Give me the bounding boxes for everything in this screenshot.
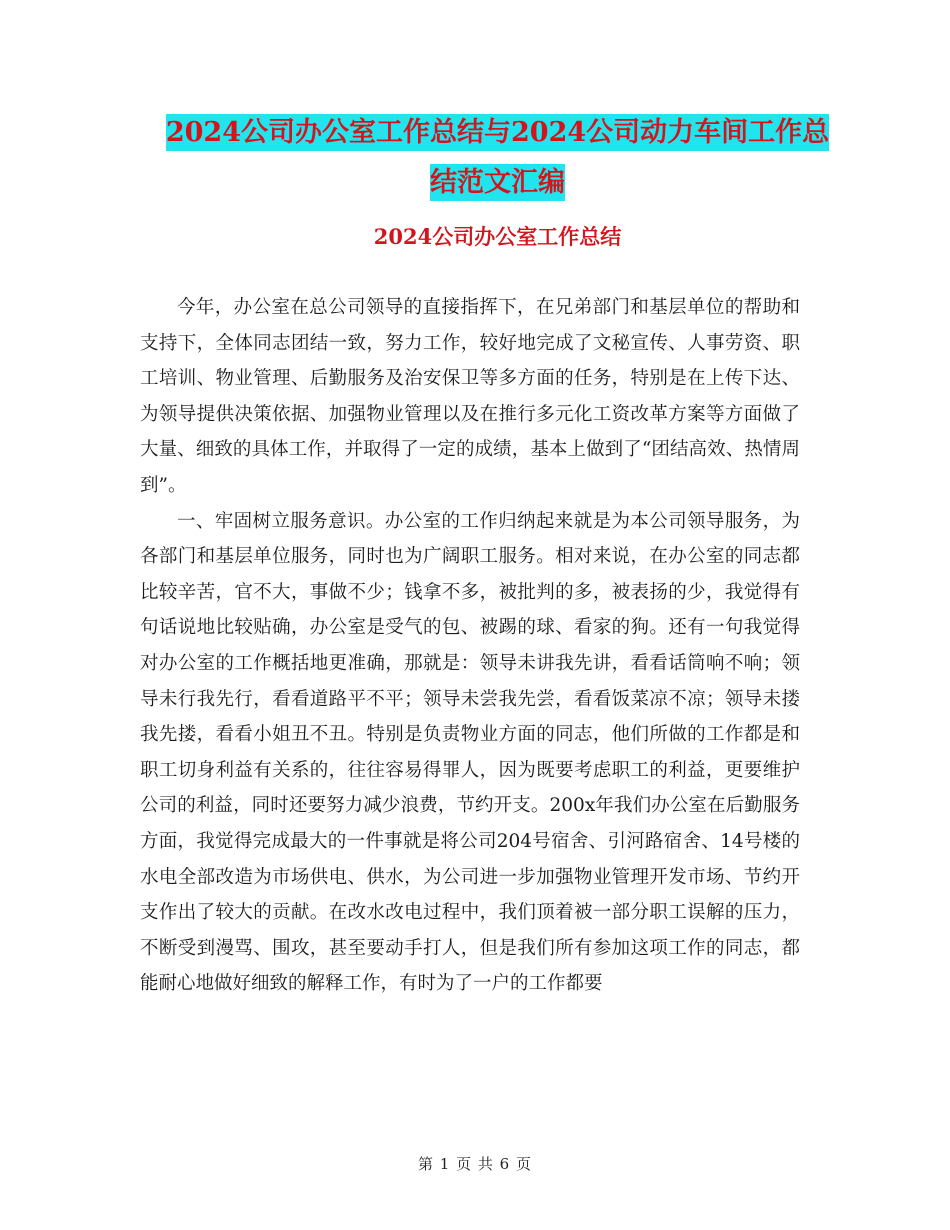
document-title-line1: 2024公司办公室工作总结与2024公司动力车间工作总 [166,114,829,151]
document-title-line2: 结范文汇编 [430,164,565,201]
page-footer: 第 1 页 共 6 页 [418,1155,532,1173]
document-body [140,290,800,1002]
section-title: 2024公司办公室工作总结 [373,224,622,249]
document-title [140,108,855,208]
paragraph-intro: 今年，办公室在总公司领导的直接指挥下，在兄弟部门和基层单位的帮助和支持下，全体同志团结一致，努力工作，较好地完成了文秘宣传、人事劳资、职工培训、物业管理、后勤服务及治安保卫等多方面的任务，特别是在上传下达、为领导提供决策依据、加强物业管理以及在推行多元化工资改革方案等方面做了大量、细致的具体工作，并取得了一定的成绩，基本上做到了“团结高效、热情周到”。 [140,297,800,496]
paragraph-service-awareness: 一、牢固树立服务意识。办公室的工作归纳起来就是为本公司领导服务，为各部门和基层单位服务，同时也为广阔职工服务。相对来说，在办公室的同志都比较辛苦，官不大，事做不少；钱拿不多，被批判的多，被表扬的少，我觉得有句话说地比较贴确，办公室是受气的包、被踢的球、看家的狗。还有一句我觉得对办公室的工作概括地更准确，那就是：领导未讲我先讲，看看话筒响不响；领导未行我先行，看看道路平不平；领导未尝我先尝，看看饭菜凉不凉；领导未搂我先搂，看看小姐丑不丑。特别是负责物业方面的同志，他们所做的工作都是和职工切身利益有关系的，往往容易得罪人，因为既要考虑职工的利益，更要维护公司的利益，同时还要努力减少浪费，节约开支。200x年我们办公室在后勤服务方面，我觉得完成最大的一件事就是将公司204号宿舍、引河路宿舍、14号楼的水电全部改造为市场供电、供水，为公司进一步加强物业管理开发市场、节约开支作出了较大的贡献。在改水改电过程中，我们顶着被一部分职工误解的压力，不断受到漫骂、围攻，甚至要动手打人，但是我们所有参加这项工作的同志，都能耐心地做好细致的解释工作，有时为了一户的工作都要 [140,510,800,995]
